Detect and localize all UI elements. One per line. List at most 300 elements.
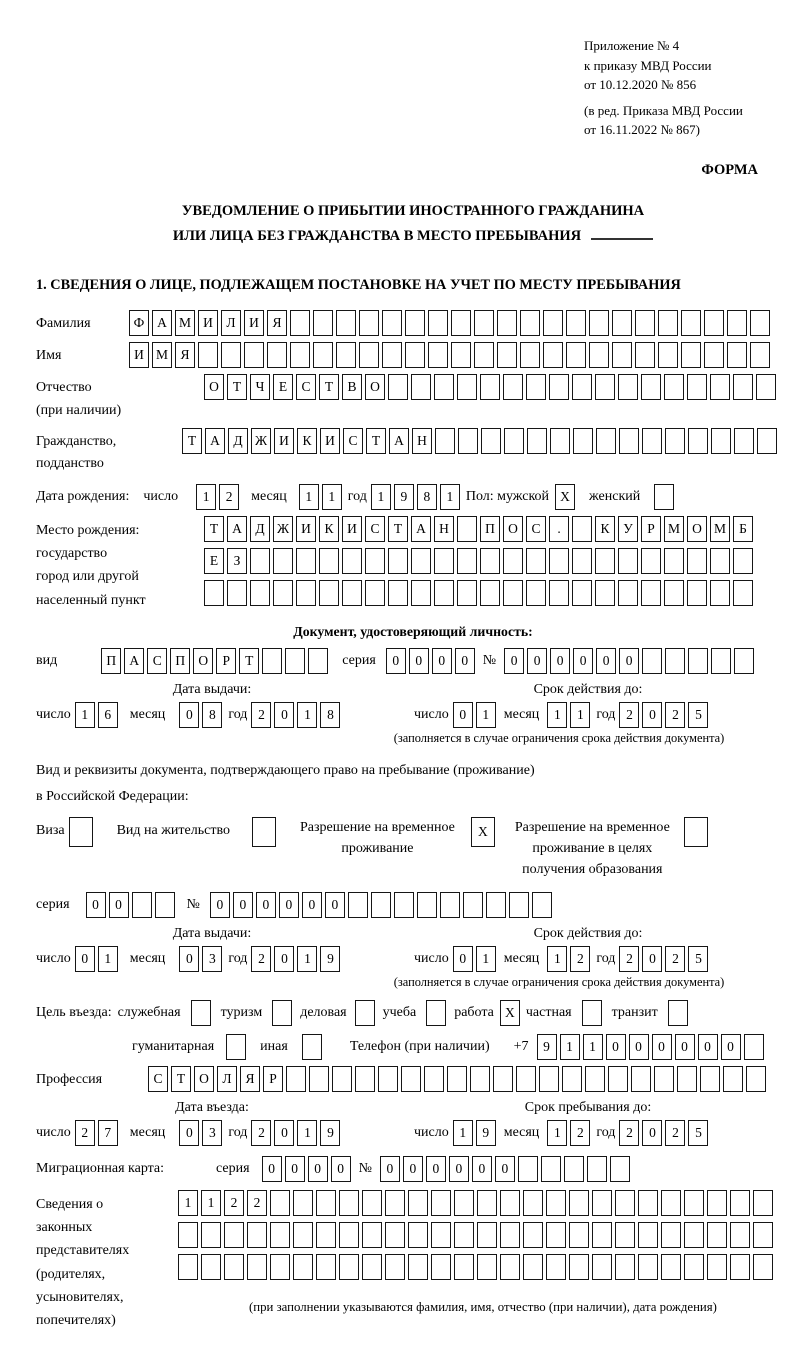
char-cell[interactable] xyxy=(589,342,609,368)
char-cell[interactable] xyxy=(520,310,540,336)
char-cell[interactable]: 9 xyxy=(476,1120,496,1146)
char-cell[interactable] xyxy=(638,1254,658,1280)
char-cell[interactable] xyxy=(723,1066,743,1092)
char-cell[interactable]: 0 xyxy=(302,892,322,918)
char-cell[interactable] xyxy=(687,548,707,574)
char-cell[interactable]: Ч xyxy=(250,374,270,400)
char-cell[interactable] xyxy=(457,580,477,606)
char-cell[interactable] xyxy=(227,580,247,606)
char-cell[interactable] xyxy=(250,580,270,606)
char-cell[interactable]: 0 xyxy=(274,946,294,972)
char-cell[interactable] xyxy=(641,580,661,606)
char-cell[interactable]: А xyxy=(411,516,431,542)
char-cell[interactable] xyxy=(447,1066,467,1092)
char-cell[interactable] xyxy=(244,342,264,368)
char-cell[interactable]: 1 xyxy=(453,1120,473,1146)
char-cell[interactable]: 0 xyxy=(331,1156,351,1182)
char-cell[interactable]: И xyxy=(274,428,294,454)
char-cell[interactable] xyxy=(503,580,523,606)
char-cell[interactable] xyxy=(434,580,454,606)
char-cell[interactable] xyxy=(664,374,684,400)
char-cell[interactable] xyxy=(408,1190,428,1216)
char-cell[interactable] xyxy=(408,1222,428,1248)
char-cell[interactable] xyxy=(541,1156,561,1182)
char-cell[interactable] xyxy=(549,580,569,606)
char-cell[interactable]: 0 xyxy=(210,892,230,918)
char-cell[interactable]: 1 xyxy=(196,484,216,510)
char-cell[interactable] xyxy=(704,310,724,336)
char-cell[interactable] xyxy=(434,374,454,400)
char-cell[interactable]: Т xyxy=(204,516,224,542)
char-cell[interactable] xyxy=(615,1190,635,1216)
char-cell[interactable] xyxy=(431,1190,451,1216)
char-cell[interactable]: К xyxy=(595,516,615,542)
char-cell[interactable] xyxy=(744,1034,764,1060)
char-cell[interactable] xyxy=(631,1066,651,1092)
char-cell[interactable] xyxy=(362,1222,382,1248)
char-cell[interactable] xyxy=(470,1066,490,1092)
char-cell[interactable]: 9 xyxy=(320,946,340,972)
char-cell[interactable] xyxy=(608,1066,628,1092)
char-cell[interactable] xyxy=(539,1066,559,1092)
char-cell[interactable] xyxy=(727,310,747,336)
char-cell[interactable] xyxy=(431,1254,451,1280)
char-cell[interactable] xyxy=(247,1222,267,1248)
char-cell[interactable] xyxy=(480,548,500,574)
char-cell[interactable] xyxy=(677,1066,697,1092)
char-cell[interactable] xyxy=(665,648,685,674)
char-cell[interactable] xyxy=(424,1066,444,1092)
char-cell[interactable] xyxy=(730,1222,750,1248)
char-cell[interactable] xyxy=(572,374,592,400)
char-cell[interactable] xyxy=(664,580,684,606)
char-cell[interactable] xyxy=(509,892,529,918)
char-cell[interactable] xyxy=(316,1254,336,1280)
char-cell[interactable] xyxy=(595,580,615,606)
char-cell[interactable]: 1 xyxy=(299,484,319,510)
char-cell[interactable]: С xyxy=(148,1066,168,1092)
char-cell[interactable]: 6 xyxy=(98,702,118,728)
char-cell[interactable]: К xyxy=(297,428,317,454)
char-cell[interactable]: С xyxy=(365,516,385,542)
char-cell[interactable] xyxy=(388,580,408,606)
char-cell[interactable] xyxy=(592,1222,612,1248)
char-cell[interactable] xyxy=(224,1254,244,1280)
char-cell[interactable]: 2 xyxy=(665,702,685,728)
char-cell[interactable] xyxy=(382,310,402,336)
char-cell[interactable] xyxy=(371,892,391,918)
char-cell[interactable] xyxy=(664,548,684,574)
char-cell[interactable]: 0 xyxy=(75,946,95,972)
char-cell[interactable] xyxy=(493,1066,513,1092)
char-cell[interactable]: И xyxy=(342,516,362,542)
char-cell[interactable]: 0 xyxy=(274,1120,294,1146)
char-cell[interactable] xyxy=(546,1190,566,1216)
char-cell[interactable]: 0 xyxy=(386,648,406,674)
char-cell[interactable]: С xyxy=(526,516,546,542)
char-cell[interactable] xyxy=(687,374,707,400)
char-cell[interactable]: Е xyxy=(204,548,224,574)
char-cell[interactable]: С xyxy=(343,428,363,454)
char-cell[interactable]: 0 xyxy=(279,892,299,918)
char-cell[interactable] xyxy=(339,1254,359,1280)
char-cell[interactable] xyxy=(385,1190,405,1216)
char-cell[interactable]: Я xyxy=(267,310,287,336)
char-cell[interactable] xyxy=(642,648,662,674)
char-cell[interactable] xyxy=(290,342,310,368)
char-cell[interactable] xyxy=(615,1254,635,1280)
char-cell[interactable] xyxy=(543,310,563,336)
char-cell[interactable] xyxy=(132,892,152,918)
purpose-humanitarian-checkbox[interactable] xyxy=(226,1034,246,1060)
char-cell[interactable] xyxy=(388,374,408,400)
char-cell[interactable]: 8 xyxy=(202,702,222,728)
char-cell[interactable] xyxy=(457,548,477,574)
char-cell[interactable] xyxy=(319,548,339,574)
char-cell[interactable] xyxy=(688,648,708,674)
char-cell[interactable]: Л xyxy=(217,1066,237,1092)
char-cell[interactable] xyxy=(221,342,241,368)
char-cell[interactable] xyxy=(474,310,494,336)
char-cell[interactable]: М xyxy=(664,516,684,542)
char-cell[interactable] xyxy=(388,548,408,574)
char-cell[interactable] xyxy=(641,548,661,574)
char-cell[interactable]: . xyxy=(549,516,569,542)
char-cell[interactable] xyxy=(592,1190,612,1216)
char-cell[interactable] xyxy=(336,342,356,368)
char-cell[interactable] xyxy=(757,428,777,454)
char-cell[interactable] xyxy=(411,580,431,606)
char-cell[interactable] xyxy=(710,580,730,606)
char-cell[interactable]: Е xyxy=(273,374,293,400)
char-cell[interactable] xyxy=(727,342,747,368)
purpose-study-checkbox[interactable] xyxy=(426,1000,446,1026)
char-cell[interactable]: 0 xyxy=(432,648,452,674)
char-cell[interactable]: П xyxy=(170,648,190,674)
char-cell[interactable] xyxy=(661,1222,681,1248)
char-cell[interactable] xyxy=(585,1066,605,1092)
char-cell[interactable] xyxy=(309,1066,329,1092)
char-cell[interactable] xyxy=(382,342,402,368)
char-cell[interactable]: Б xyxy=(733,516,753,542)
char-cell[interactable] xyxy=(359,342,379,368)
char-cell[interactable]: 2 xyxy=(75,1120,95,1146)
char-cell[interactable]: 0 xyxy=(453,946,473,972)
char-cell[interactable] xyxy=(401,1066,421,1092)
char-cell[interactable]: 0 xyxy=(629,1034,649,1060)
char-cell[interactable]: 1 xyxy=(570,702,590,728)
char-cell[interactable] xyxy=(618,580,638,606)
char-cell[interactable] xyxy=(549,374,569,400)
char-cell[interactable] xyxy=(285,648,305,674)
char-cell[interactable] xyxy=(457,516,477,542)
char-cell[interactable]: 2 xyxy=(619,1120,639,1146)
char-cell[interactable] xyxy=(532,892,552,918)
char-cell[interactable] xyxy=(566,310,586,336)
char-cell[interactable] xyxy=(523,1222,543,1248)
char-cell[interactable] xyxy=(434,548,454,574)
char-cell[interactable] xyxy=(523,1190,543,1216)
char-cell[interactable] xyxy=(661,1190,681,1216)
char-cell[interactable] xyxy=(589,310,609,336)
char-cell[interactable]: 2 xyxy=(251,946,271,972)
char-cell[interactable]: 0 xyxy=(573,648,593,674)
char-cell[interactable] xyxy=(394,892,414,918)
char-cell[interactable] xyxy=(704,342,724,368)
char-cell[interactable] xyxy=(500,1190,520,1216)
char-cell[interactable]: А xyxy=(152,310,172,336)
char-cell[interactable] xyxy=(619,428,639,454)
char-cell[interactable] xyxy=(481,428,501,454)
char-cell[interactable] xyxy=(658,342,678,368)
char-cell[interactable] xyxy=(339,1222,359,1248)
char-cell[interactable] xyxy=(342,548,362,574)
char-cell[interactable]: М xyxy=(152,342,172,368)
gender-female-checkbox[interactable] xyxy=(654,484,674,510)
char-cell[interactable] xyxy=(308,648,328,674)
char-cell[interactable]: П xyxy=(101,648,121,674)
char-cell[interactable]: 0 xyxy=(308,1156,328,1182)
char-cell[interactable] xyxy=(733,374,753,400)
char-cell[interactable]: М xyxy=(710,516,730,542)
char-cell[interactable]: В xyxy=(342,374,362,400)
char-cell[interactable] xyxy=(497,342,517,368)
char-cell[interactable]: 0 xyxy=(274,702,294,728)
char-cell[interactable]: О xyxy=(503,516,523,542)
char-cell[interactable] xyxy=(273,580,293,606)
char-cell[interactable] xyxy=(497,310,517,336)
char-cell[interactable] xyxy=(642,428,662,454)
char-cell[interactable] xyxy=(296,548,316,574)
char-cell[interactable] xyxy=(454,1190,474,1216)
char-cell[interactable] xyxy=(681,342,701,368)
char-cell[interactable] xyxy=(641,374,661,400)
char-cell[interactable]: 1 xyxy=(547,702,567,728)
char-cell[interactable]: Т xyxy=(182,428,202,454)
char-cell[interactable] xyxy=(262,648,282,674)
char-cell[interactable] xyxy=(428,342,448,368)
char-cell[interactable] xyxy=(523,1254,543,1280)
edu-permit-checkbox[interactable] xyxy=(684,817,708,847)
char-cell[interactable]: Ж xyxy=(273,516,293,542)
char-cell[interactable] xyxy=(457,374,477,400)
char-cell[interactable]: 1 xyxy=(583,1034,603,1060)
char-cell[interactable] xyxy=(355,1066,375,1092)
char-cell[interactable] xyxy=(500,1222,520,1248)
char-cell[interactable] xyxy=(440,892,460,918)
char-cell[interactable] xyxy=(572,548,592,574)
char-cell[interactable]: 5 xyxy=(688,946,708,972)
char-cell[interactable] xyxy=(201,1222,221,1248)
char-cell[interactable]: 0 xyxy=(642,1120,662,1146)
char-cell[interactable]: Т xyxy=(227,374,247,400)
char-cell[interactable] xyxy=(342,580,362,606)
char-cell[interactable] xyxy=(365,580,385,606)
char-cell[interactable]: 1 xyxy=(75,702,95,728)
char-cell[interactable]: 2 xyxy=(219,484,239,510)
char-cell[interactable] xyxy=(526,580,546,606)
char-cell[interactable]: 1 xyxy=(201,1190,221,1216)
char-cell[interactable] xyxy=(573,428,593,454)
char-cell[interactable]: 0 xyxy=(426,1156,446,1182)
char-cell[interactable] xyxy=(313,310,333,336)
char-cell[interactable] xyxy=(734,428,754,454)
char-cell[interactable] xyxy=(477,1254,497,1280)
char-cell[interactable] xyxy=(572,516,592,542)
char-cell[interactable] xyxy=(454,1254,474,1280)
char-cell[interactable]: 2 xyxy=(251,1120,271,1146)
char-cell[interactable] xyxy=(654,1066,674,1092)
char-cell[interactable] xyxy=(543,342,563,368)
char-cell[interactable]: М xyxy=(175,310,195,336)
char-cell[interactable] xyxy=(428,310,448,336)
char-cell[interactable] xyxy=(435,428,455,454)
char-cell[interactable] xyxy=(546,1222,566,1248)
char-cell[interactable] xyxy=(734,648,754,674)
char-cell[interactable] xyxy=(224,1222,244,1248)
char-cell[interactable] xyxy=(750,342,770,368)
char-cell[interactable] xyxy=(569,1254,589,1280)
char-cell[interactable]: З xyxy=(227,548,247,574)
char-cell[interactable] xyxy=(405,342,425,368)
char-cell[interactable] xyxy=(503,548,523,574)
char-cell[interactable]: Р xyxy=(263,1066,283,1092)
char-cell[interactable]: 0 xyxy=(642,702,662,728)
char-cell[interactable]: 0 xyxy=(453,702,473,728)
char-cell[interactable] xyxy=(411,374,431,400)
char-cell[interactable]: Д xyxy=(250,516,270,542)
char-cell[interactable] xyxy=(520,342,540,368)
char-cell[interactable]: 1 xyxy=(547,946,567,972)
char-cell[interactable] xyxy=(286,1066,306,1092)
char-cell[interactable] xyxy=(564,1156,584,1182)
char-cell[interactable] xyxy=(178,1254,198,1280)
char-cell[interactable] xyxy=(339,1190,359,1216)
char-cell[interactable]: 0 xyxy=(109,892,129,918)
char-cell[interactable] xyxy=(408,1254,428,1280)
char-cell[interactable] xyxy=(155,892,175,918)
char-cell[interactable] xyxy=(516,1066,536,1092)
char-cell[interactable]: С xyxy=(296,374,316,400)
char-cell[interactable]: Ж xyxy=(251,428,271,454)
char-cell[interactable]: 1 xyxy=(297,702,317,728)
char-cell[interactable] xyxy=(707,1190,727,1216)
char-cell[interactable]: 0 xyxy=(455,648,475,674)
char-cell[interactable]: 1 xyxy=(322,484,342,510)
char-cell[interactable]: А xyxy=(389,428,409,454)
char-cell[interactable] xyxy=(378,1066,398,1092)
char-cell[interactable]: 7 xyxy=(98,1120,118,1146)
char-cell[interactable] xyxy=(313,342,333,368)
char-cell[interactable] xyxy=(385,1254,405,1280)
char-cell[interactable]: Л xyxy=(221,310,241,336)
char-cell[interactable]: 0 xyxy=(550,648,570,674)
char-cell[interactable]: Я xyxy=(175,342,195,368)
char-cell[interactable]: 0 xyxy=(504,648,524,674)
char-cell[interactable]: О xyxy=(194,1066,214,1092)
char-cell[interactable] xyxy=(635,342,655,368)
char-cell[interactable] xyxy=(365,548,385,574)
char-cell[interactable]: 2 xyxy=(247,1190,267,1216)
char-cell[interactable]: 0 xyxy=(495,1156,515,1182)
char-cell[interactable] xyxy=(332,1066,352,1092)
char-cell[interactable]: 0 xyxy=(721,1034,741,1060)
char-cell[interactable]: 0 xyxy=(262,1156,282,1182)
char-cell[interactable] xyxy=(417,892,437,918)
char-cell[interactable]: О xyxy=(204,374,224,400)
char-cell[interactable] xyxy=(474,342,494,368)
char-cell[interactable] xyxy=(566,342,586,368)
char-cell[interactable] xyxy=(595,548,615,574)
char-cell[interactable] xyxy=(247,1254,267,1280)
char-cell[interactable] xyxy=(477,1222,497,1248)
char-cell[interactable]: И xyxy=(198,310,218,336)
char-cell[interactable]: И xyxy=(244,310,264,336)
char-cell[interactable] xyxy=(612,310,632,336)
char-cell[interactable] xyxy=(201,1254,221,1280)
char-cell[interactable] xyxy=(549,548,569,574)
char-cell[interactable] xyxy=(592,1254,612,1280)
char-cell[interactable]: 1 xyxy=(476,702,496,728)
char-cell[interactable]: 0 xyxy=(596,648,616,674)
char-cell[interactable]: Т xyxy=(171,1066,191,1092)
char-cell[interactable]: 3 xyxy=(202,1120,222,1146)
char-cell[interactable] xyxy=(504,428,524,454)
char-cell[interactable] xyxy=(730,1190,750,1216)
char-cell[interactable]: 0 xyxy=(449,1156,469,1182)
char-cell[interactable]: 1 xyxy=(476,946,496,972)
char-cell[interactable] xyxy=(527,428,547,454)
char-cell[interactable]: 0 xyxy=(233,892,253,918)
char-cell[interactable] xyxy=(454,1222,474,1248)
char-cell[interactable] xyxy=(550,428,570,454)
char-cell[interactable]: 1 xyxy=(560,1034,580,1060)
char-cell[interactable] xyxy=(710,374,730,400)
char-cell[interactable] xyxy=(750,310,770,336)
char-cell[interactable] xyxy=(250,548,270,574)
char-cell[interactable]: Т xyxy=(239,648,259,674)
char-cell[interactable] xyxy=(700,1066,720,1092)
char-cell[interactable] xyxy=(595,374,615,400)
char-cell[interactable]: 0 xyxy=(380,1156,400,1182)
char-cell[interactable]: 2 xyxy=(251,702,271,728)
char-cell[interactable]: 1 xyxy=(440,484,460,510)
char-cell[interactable]: 2 xyxy=(570,1120,590,1146)
char-cell[interactable] xyxy=(270,1222,290,1248)
char-cell[interactable] xyxy=(486,892,506,918)
residence-permit-checkbox[interactable] xyxy=(252,817,276,847)
char-cell[interactable]: 0 xyxy=(675,1034,695,1060)
char-cell[interactable] xyxy=(562,1066,582,1092)
purpose-official-checkbox[interactable] xyxy=(191,1000,211,1026)
char-cell[interactable] xyxy=(658,310,678,336)
char-cell[interactable]: О xyxy=(193,648,213,674)
char-cell[interactable] xyxy=(587,1156,607,1182)
char-cell[interactable] xyxy=(684,1222,704,1248)
char-cell[interactable] xyxy=(348,892,368,918)
char-cell[interactable] xyxy=(615,1222,635,1248)
char-cell[interactable]: 9 xyxy=(394,484,414,510)
char-cell[interactable] xyxy=(733,548,753,574)
char-cell[interactable] xyxy=(204,580,224,606)
purpose-other-checkbox[interactable] xyxy=(302,1034,322,1060)
char-cell[interactable] xyxy=(618,548,638,574)
char-cell[interactable] xyxy=(569,1222,589,1248)
char-cell[interactable] xyxy=(405,310,425,336)
char-cell[interactable] xyxy=(635,310,655,336)
char-cell[interactable] xyxy=(707,1222,727,1248)
char-cell[interactable]: И xyxy=(129,342,149,368)
